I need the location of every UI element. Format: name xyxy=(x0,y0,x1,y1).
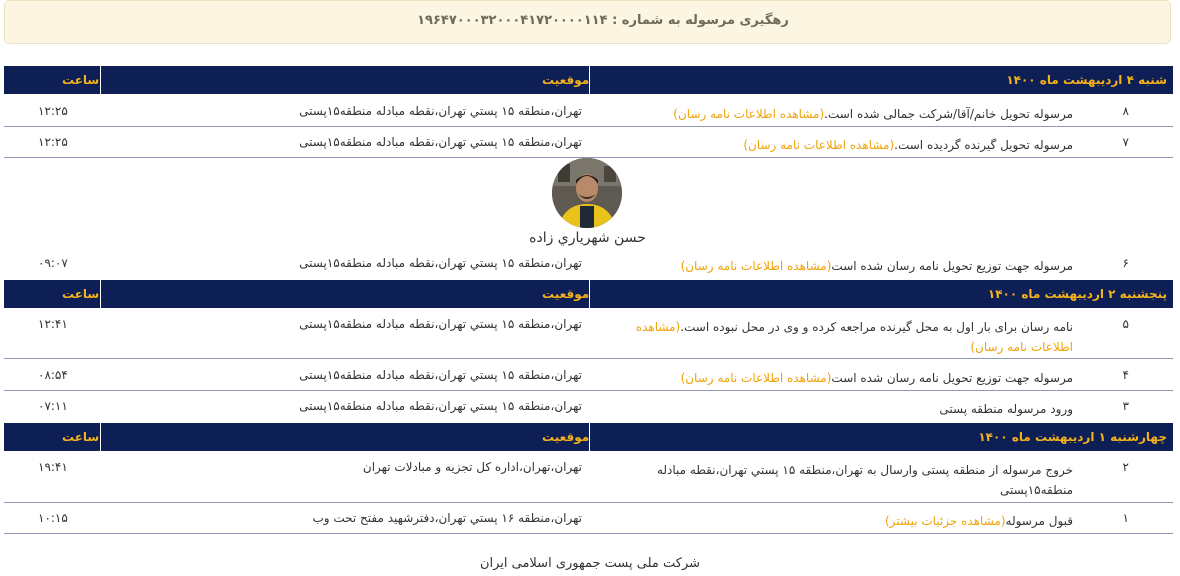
row-description xyxy=(633,460,1073,500)
event-text: مرسوله تحویل خانم/آقا/شرکت جمالی شده است. xyxy=(824,107,1073,121)
row-divider xyxy=(4,502,1173,503)
group-header-1 xyxy=(4,66,1173,94)
time-column-header: ساعت xyxy=(62,73,100,87)
view-postman-info-link[interactable]: (مشاهده اطلاعات نامه رسان) xyxy=(743,138,895,152)
footer-company-name: شرکت ملی پست جمهوری اسلامی ایران xyxy=(479,556,701,571)
row-location: تهران،منطقه ۱۵ پستي تهران،نقطه مبادله منطقه۱۵پستی xyxy=(299,317,582,331)
row-location: تهران،منطقه ۱۶ پستي تهران،دفترشهید مفتح تحت وب xyxy=(312,511,582,525)
row-description xyxy=(603,511,1073,531)
row-number: ۲ xyxy=(1122,460,1129,474)
row-number: ۱ xyxy=(1122,511,1129,525)
location-column-header: موقعیت xyxy=(542,430,590,444)
tracking-title-bar xyxy=(4,0,1171,44)
group-date: چهارشنبه ۱ اردیبهشت ماه ۱۴۰۰ xyxy=(978,430,1167,444)
event-text: ورود مرسوله منطقه پستی xyxy=(939,402,1073,416)
event-text: خروج مرسوله از منطقه پستی وارسال به تهران،منطقه ۱۵ پستي تهران،نقطه مبادله منطقه۱۵پستی xyxy=(656,463,1073,497)
event-text: مرسوله تحویل گیرنده گردیده است. xyxy=(894,138,1073,152)
event-text: مرسوله جهت توزیع تحویل نامه رسان شده است xyxy=(831,259,1073,273)
event-text: مرسوله جهت توزیع تحویل نامه رسان شده است xyxy=(831,371,1073,385)
column-divider xyxy=(100,423,101,451)
view-postman-info-link[interactable]: (مشاهده اطلاعات نامه رسان) xyxy=(680,259,832,273)
row-number: ۳ xyxy=(1122,399,1129,413)
row-description xyxy=(603,399,1073,419)
row-location: تهران،منطقه ۱۵ پستي تهران،نقطه مبادله منطقه۱۵پستی xyxy=(299,368,582,382)
view-more-details-link[interactable]: (مشاهده جزئیات بیشتر) xyxy=(884,514,1006,528)
location-column-header: موقعیت xyxy=(542,287,590,301)
time-column-header: ساعت xyxy=(62,287,100,301)
row-location: تهران،تهران،اداره کل تجزیه و مبادلات تهران xyxy=(362,460,582,474)
group-header-3 xyxy=(4,423,1173,451)
row-time: ۰۷:۱۱ xyxy=(38,399,68,413)
group-header-2 xyxy=(4,280,1173,308)
view-postman-info-link[interactable]: (مشاهده اطلاعات نامه رسان) xyxy=(635,320,1073,354)
row-divider xyxy=(4,358,1173,359)
row-number: ۶ xyxy=(1122,256,1129,270)
row-description xyxy=(603,135,1073,155)
row-divider xyxy=(4,126,1173,127)
group-date: پنجشنبه ۲ اردیبهشت ماه ۱۴۰۰ xyxy=(987,287,1167,301)
row-location: تهران،منطقه ۱۵ پستي تهران،نقطه مبادله منطقه۱۵پستی xyxy=(299,104,582,118)
location-column-header: موقعیت xyxy=(542,73,590,87)
page-title: رهگیری مرسوله به شماره : ۱۹۶۴۷۰۰۰۳۲۰۰۰۴۱۷۲۰۰۰۰۱۱۴ xyxy=(417,13,789,28)
view-postman-info-link[interactable]: (مشاهده اطلاعات نامه رسان) xyxy=(673,107,825,121)
row-time: ۱۹:۴۱ xyxy=(38,460,68,474)
row-description xyxy=(603,368,1073,388)
row-description xyxy=(603,104,1073,124)
event-text: نامه رسان برای بار اول به محل گیرنده مراجعه کرده و وی در محل نبوده است. xyxy=(680,320,1073,334)
row-description xyxy=(633,317,1073,357)
event-text: قبول مرسوله xyxy=(1005,514,1073,528)
row-divider xyxy=(4,533,1173,534)
column-divider xyxy=(100,66,101,94)
row-divider xyxy=(4,390,1173,391)
row-number: ۴ xyxy=(1122,368,1129,382)
row-time: ۰۸:۵۴ xyxy=(38,368,68,382)
view-postman-info-link[interactable]: (مشاهده اطلاعات نامه رسان) xyxy=(680,371,832,385)
row-time: ۱۲:۲۵ xyxy=(38,135,68,149)
row-location: تهران،منطقه ۱۵ پستي تهران،نقطه مبادله منطقه۱۵پستی xyxy=(299,399,582,413)
postman-avatar xyxy=(552,158,622,228)
postman-name: حسن شهرياري زاده xyxy=(529,230,646,246)
row-time: ۱۲:۴۱ xyxy=(38,317,68,331)
postman-photo-icon xyxy=(552,158,622,228)
row-time: ۱۰:۱۵ xyxy=(38,511,68,525)
row-number: ۵ xyxy=(1122,317,1129,331)
time-column-header: ساعت xyxy=(62,430,100,444)
row-time: ۱۲:۲۵ xyxy=(38,104,68,118)
column-divider xyxy=(100,280,101,308)
row-time: ۰۹:۰۷ xyxy=(38,256,68,270)
row-location: تهران،منطقه ۱۵ پستي تهران،نقطه مبادله منطقه۱۵پستی xyxy=(299,256,582,270)
row-description xyxy=(603,256,1073,276)
group-date: شنبه ۴ اردیبهشت ماه ۱۴۰۰ xyxy=(1006,73,1167,87)
row-number: ۷ xyxy=(1122,135,1129,149)
row-location: تهران،منطقه ۱۵ پستي تهران،نقطه مبادله منطقه۱۵پستی xyxy=(299,135,582,149)
row-number: ۸ xyxy=(1122,104,1129,118)
